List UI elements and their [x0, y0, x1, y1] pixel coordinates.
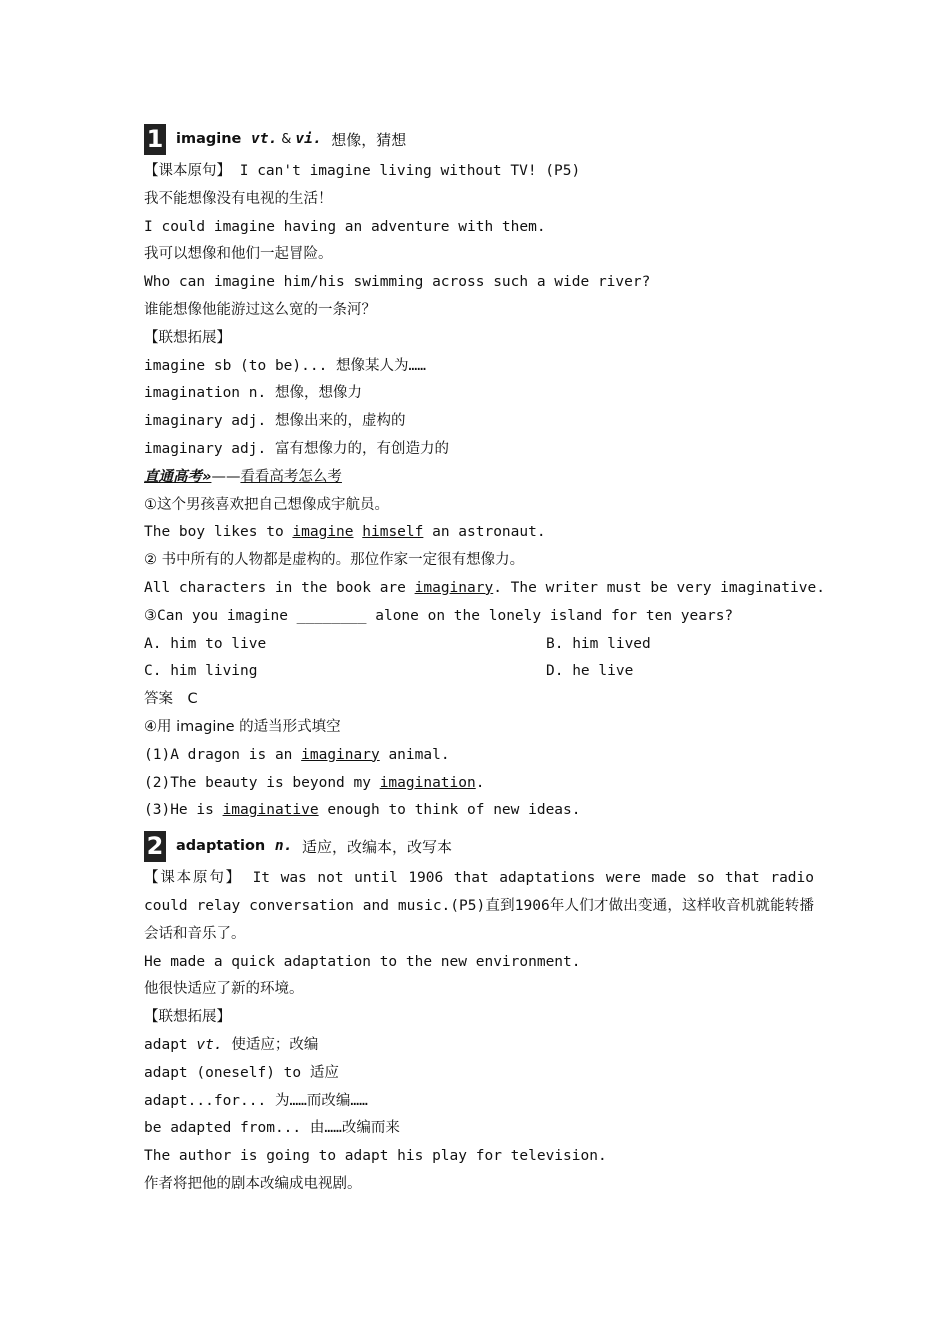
document-page	[144, 122, 825, 1199]
exam-link-text: 看看高考怎么考	[240, 468, 342, 485]
extension-item: imagination n. 想像，想像力	[144, 385, 362, 402]
fill-text: (1)A dragon is an	[144, 746, 302, 763]
options-row	[144, 631, 814, 659]
answer-key: 答案 C	[144, 691, 198, 708]
extension-tag: 【联想拓展】	[144, 1009, 231, 1026]
answer-1	[144, 519, 814, 547]
question-4: ④用 imagine 的适当形式填空	[144, 718, 341, 735]
exam-link-heading	[144, 464, 814, 492]
answer-text: The boy likes to	[144, 524, 293, 541]
options-row	[144, 658, 814, 686]
question-3: ③Can you imagine ________ alone on the lonely island for ten years?	[144, 607, 734, 624]
answer-blank: imaginary	[414, 579, 494, 596]
textbook-sentence	[144, 865, 814, 948]
example-sentence: Who can imagine him/his swimming across such a wide river?	[144, 274, 651, 291]
answer-2	[144, 575, 825, 603]
textbook-tag: 【课本原句】	[144, 163, 231, 179]
example-sentence: I could imagine having an adventure with them.	[144, 218, 546, 235]
headword: adaptation	[176, 838, 266, 855]
section-1-heading	[144, 122, 814, 156]
fill-in-3	[144, 797, 814, 825]
fill-in-2	[144, 770, 814, 798]
part-of-speech: n.	[274, 838, 293, 855]
extension-item: imagine sb (to be)... 想像某人为……	[144, 357, 427, 374]
section-number-badge: 1	[144, 124, 166, 155]
fill-in-1	[144, 742, 814, 770]
extension-item: be adapted from... 由……改编而来	[144, 1120, 400, 1137]
exam-link-dash: ——	[211, 468, 241, 485]
example-sentence: He made a quick adaptation to the new environment.	[144, 953, 581, 970]
option-b: B. him lived	[546, 635, 651, 652]
example-translation: 我不能想像没有电视的生活！	[144, 190, 333, 207]
extension-item: imaginary adj. 想像出来的，虚构的	[144, 413, 406, 430]
example-translation: 我可以想像和他们一起冒险。	[144, 246, 333, 263]
headword-meaning: 想像，猜想	[331, 130, 407, 149]
answer-blank: imagine	[292, 524, 354, 541]
answer-blank: himself	[362, 524, 424, 541]
section-2-heading	[144, 829, 814, 863]
question-1: ①这个男孩喜欢把自己想像成宇航员。	[144, 496, 389, 513]
question-2: ② 书中所有的人物都是虚构的。那位作家一定很有想像力。	[144, 552, 525, 569]
fill-text: .	[475, 774, 485, 791]
extension-item: imaginary adj. 富有想像力的，有创造力的	[144, 440, 449, 457]
answer-text	[354, 524, 363, 540]
fill-answer: imaginary	[301, 746, 380, 763]
answer-text: All characters in the book are	[144, 579, 415, 596]
headword: imagine	[176, 131, 242, 147]
extension-pos: vt.	[196, 1036, 223, 1053]
ampersand: &	[281, 131, 292, 147]
fill-text: (3)He is	[144, 802, 223, 819]
fill-text: (2)The beauty is beyond my	[144, 774, 380, 791]
option-c: C. him living	[144, 663, 258, 680]
section-number-badge: 2	[144, 831, 166, 862]
extension-text: adapt	[144, 1036, 197, 1053]
textbook-tag: 【课本原句】	[144, 870, 243, 887]
exam-link-label: 直通高考»	[144, 468, 212, 485]
extension-text: 使适应；改编	[222, 1036, 319, 1053]
example-translation: 他很快适应了新的环境。	[144, 981, 304, 998]
fill-answer: imaginative	[222, 802, 319, 819]
extension-item: adapt (oneself) to 适应	[144, 1064, 339, 1081]
headword-meaning: 适应，改编本，改写本	[301, 837, 452, 856]
fill-text: enough to think of new ideas.	[318, 802, 581, 819]
extension-item: adapt...for... 为……而改编……	[144, 1092, 368, 1109]
example-translation: 作者将把他的剧本改编成电视剧。	[144, 1175, 362, 1192]
part-of-speech-2: vi.	[295, 131, 322, 147]
part-of-speech: vt.	[251, 131, 278, 147]
fill-answer: imagination	[379, 774, 476, 791]
extension-tag: 【联想拓展】	[144, 329, 231, 346]
example-translation: 谁能想像他能游过这么宽的一条河？	[144, 301, 376, 318]
example-sentence: It was not until 1906 that adaptations were made so that radio could relay conversation and music.(P5)直到1906年人们才做出变通，这样收音机就能转播会话和音乐了。	[144, 870, 814, 942]
fill-text: animal.	[379, 746, 450, 763]
example-sentence: I can't imagine living without TV! (P5)	[239, 163, 581, 179]
textbook-sentence	[144, 158, 814, 186]
answer-text: an astronaut.	[423, 524, 546, 541]
option-a: A. him to live	[144, 635, 267, 652]
extension-item	[144, 1032, 814, 1060]
example-sentence: The author is going to adapt his play for television.	[144, 1148, 607, 1165]
answer-text: . The writer must be very imaginative.	[493, 579, 825, 596]
option-d: D. he live	[546, 663, 634, 680]
